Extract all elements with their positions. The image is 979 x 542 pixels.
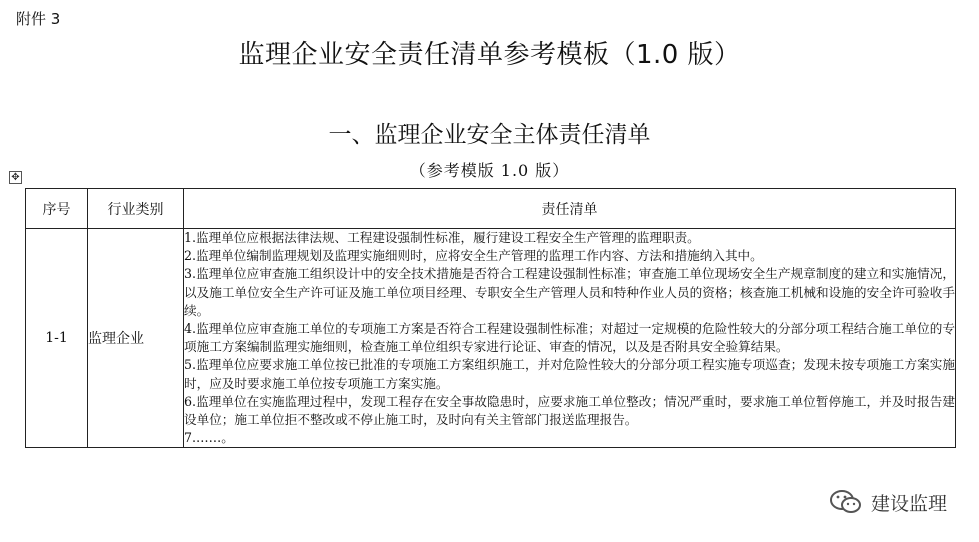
wechat-icon (829, 488, 863, 516)
document-title: 监理企业安全责任清单参考模板（1.0 版） (238, 40, 741, 70)
attachment-label: 附件 3 (16, 10, 61, 28)
watermark-text: 建设监理 (870, 492, 947, 515)
section-title: 一、监理企业安全主体责任清单 (328, 122, 651, 148)
header-seq: 序号 (26, 189, 88, 229)
wechat-watermark (829, 488, 947, 516)
header-responsibility-list: 责任清单 (184, 189, 956, 229)
row-seq: 1-1 (26, 229, 88, 448)
table-header-row (26, 189, 956, 229)
table-row (26, 229, 956, 448)
responsibility-item-7: 7.……。 (184, 430, 234, 446)
responsibility-item-2: 2.监理单位编制监理规划及监理实施细则时，应将安全生产管理的监理工作内容、方法和措施纳入其中。 (184, 248, 763, 264)
responsibility-item-1: 1.监理单位应根据法律法规、工程建设强制性标准，履行建设工程安全生产管理的监理职责。 (184, 230, 700, 245)
table-move-handle-icon[interactable]: ✥ (9, 171, 22, 184)
row-responsibility-items (184, 229, 956, 448)
responsibility-table (25, 188, 956, 448)
responsibility-item-6: 6.监理单位在实施监理过程中，发现工程存在安全事故隐患时，应要求施工单位整改；情况严重时，要求施工单位暂停施工，并及时报告建设单位；施工单位拒不整改或不停止施工时，及时向有关主管部门报送监理报告。 (184, 393, 955, 428)
responsibility-item-4: 4.监理单位应审查施工单位的专项施工方案是否符合工程建设强制性标准；对超过一定规模的危险性较大的分部分项工程结合施工单位的专项施工方案编制监理实施细则，检查施工单位组织专家进行论证、审查的情况，以及是否附具安全验算结果。 (184, 321, 955, 355)
responsibility-item-5: 5.监理单位应要求施工单位按已批准的专项施工方案组织施工，并对危险性较大的分部分项工程实施专项巡查；发现未按专项施工方案实施时，应及时要求施工单位按专项施工方案实施。 (184, 357, 955, 391)
template-subtitle: （参考模版 1.0 版） (409, 161, 570, 180)
responsibility-item-3: 3.监理单位应审查施工组织设计中的安全技术措施是否符合工程建设强制性标准；审查施工单位现场安全生产规章制度的建立和实施情况，以及施工单位安全生产许可证及施工单位项目经理、专职安全生产管理人员和特种作业人员的资格；核查施工机械和设施的安全许可验收手续。 (184, 266, 955, 318)
row-category: 监理企业 (88, 229, 184, 448)
header-category: 行业类别 (88, 189, 184, 229)
